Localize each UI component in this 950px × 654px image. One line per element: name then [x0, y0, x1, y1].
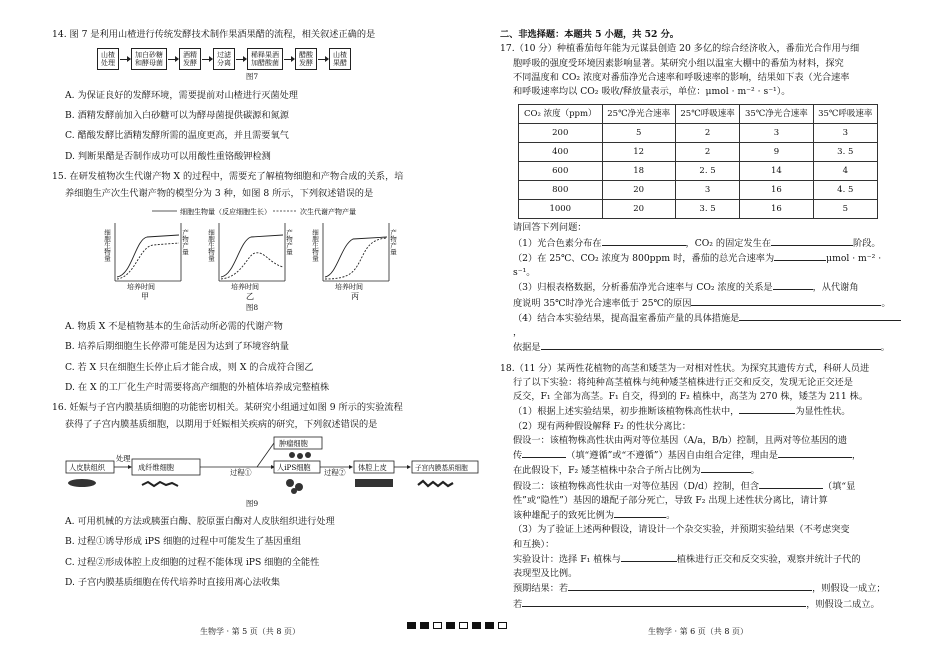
ylabel2-a: 产物产量 — [181, 229, 189, 256]
answer-blank[interactable] — [778, 448, 852, 458]
ylabel-c: 细胞生物量 — [311, 229, 319, 262]
table-cell: 3 — [813, 124, 877, 143]
fig9-flow — [52, 435, 468, 497]
q17-s4b: 依据是 — [513, 342, 541, 354]
q18-p3: 反交，F₁ 全部为高茎。F₁ 自交，得到的 F₂ 植株中，高茎为 270 株，矮茎为 211 株。 — [513, 391, 869, 402]
page-marks — [407, 622, 507, 629]
box-fibroblast: 成纤维细胞 — [138, 462, 174, 472]
table-cell: 3. 5 — [675, 200, 739, 219]
q15-stem-1: 15. 在研发植物次生代谢产物 X 的过程中，需要充了解植物细胞和产物合成的关系，培 — [52, 170, 404, 182]
q17-sub4-cont: 依据是 。 — [513, 342, 890, 354]
flow-arrow — [318, 59, 328, 60]
q18-sub2: （2）现有两种假设解释 F₂ 的性状分离比： — [513, 420, 691, 432]
table-header: 25℃净光合速率 — [602, 105, 675, 124]
q17-table — [518, 104, 878, 219]
epithelium-img — [355, 479, 393, 487]
answer-blank[interactable] — [602, 236, 686, 246]
answer-blank[interactable] — [701, 463, 751, 473]
box-tumor: 肿瘤细胞 — [279, 438, 308, 448]
q18-s1b: 为显性性状。 — [795, 406, 851, 418]
q17-s2a: （2）在 25℃、CO₂ 浓度为 800ppm 时，番茄的总光合速率为 — [513, 252, 775, 264]
question-14 — [52, 28, 452, 164]
footer-left: 生物学 · 第 5 页（共 8 页） — [200, 627, 300, 636]
q17-p2: 胞呼吸的强度受环境因素影响显著。某研究小组以温室大棚中的番茄为材料，探究 — [513, 57, 844, 69]
box-epithelium: 体腔上皮 — [358, 462, 387, 472]
panel-label-a: 甲 — [141, 292, 149, 302]
q14-option-c: C. 醋酸发酵比酒精发酵所需的温度更高，并且需要氧气 — [65, 130, 289, 142]
q18-h2b: （填“显 — [823, 480, 856, 492]
q18-exc: 表现型及比例。 — [513, 568, 578, 579]
fig7-flow — [97, 48, 452, 70]
q18-pr2 — [513, 597, 905, 612]
table-cell: 12 — [602, 143, 675, 162]
flow-arrow — [120, 59, 130, 60]
q18-pr1b: ，则假设一成立； — [812, 583, 886, 595]
q14-option-d: D. 判断果醋是否制作成功可以用酸性重铬酸钾检测 — [65, 150, 271, 162]
table-header: CO₂ 浓度（ppm） — [519, 105, 603, 124]
q15-option-c: C. 若 X 只在细胞生长停止后才能合成，则 X 的合成符合图乙 — [65, 361, 314, 373]
panel-label-c: 丙 — [351, 292, 359, 302]
legend-dash-text: 次生代谢产物产量 — [300, 208, 356, 217]
footer-right: 生物学 · 第 6 页（共 8 页） — [648, 627, 748, 636]
q15-stem-2: 养细胞生产次生代谢产物的模型分为 3 种，如图 8 所示，下列叙述错误的是 — [65, 188, 374, 200]
fig8-panel-c — [311, 223, 397, 301]
table-cell: 9 — [740, 143, 813, 162]
xlabel-c: 培养时间 — [335, 283, 363, 292]
answer-blank[interactable] — [568, 581, 812, 591]
answer-blank[interactable] — [739, 311, 901, 321]
q18-exb: 植株进行正交和反交实验，观察并统计子代的 — [676, 553, 861, 565]
ylabel-b: 细胞生物量 — [207, 229, 215, 262]
flow-step-box: 醋酸 发酵 — [295, 48, 317, 70]
q17-p4: 和呼吸速率均以 CO₂ 吸收/释放量表示，单位：μmol · m⁻² · s⁻¹）。 — [513, 86, 791, 97]
table-cell: 16 — [740, 200, 813, 219]
box-stromal: 子宫内膜基质细胞 — [415, 463, 468, 472]
table-row — [519, 181, 878, 200]
table-cell: 5 — [813, 200, 877, 219]
ylabel2-b: 产物产量 — [285, 229, 293, 256]
flow-arrow — [284, 59, 294, 60]
table-cell: 3 — [740, 124, 813, 143]
q16-option-d: D. 子宫内膜基质细胞在传代培养时直接用离心法收集 — [65, 576, 281, 588]
treat-label: 处理 — [116, 453, 131, 463]
q17-p3: 不同温度和 CO₂ 浓度对番茄净光合速率和呼吸速率的影响，结果如下表（光合速率 — [513, 71, 850, 83]
box-ips: 人iPS细胞 — [277, 462, 311, 472]
q17-s1b: ，CO₂ 的固定发生在 — [685, 237, 772, 249]
q18-pr2a: 若 — [513, 598, 523, 610]
q18-h1b: 传 （填“遵循”或“不遵循”）基因自由组合定律，理由是 ， — [513, 450, 862, 461]
answer-blank[interactable] — [541, 340, 881, 350]
fig9-label: 图9 — [245, 498, 259, 508]
answer-blank[interactable] — [773, 280, 813, 290]
q18-pr1a: 预期结果：若 — [513, 583, 569, 595]
q17-sub4: （4）结合本实验结果，提高温室番茄产量的具体措施是， — [513, 311, 905, 341]
flow-step-box: 过滤 分离 — [213, 48, 235, 70]
table-cell: 20 — [602, 181, 675, 200]
table-cell: 5 — [602, 124, 675, 143]
table-row — [519, 162, 878, 181]
answer-blank[interactable] — [774, 251, 826, 261]
q18-h2d: 该种雄配子的致死比例为 。 — [513, 510, 676, 521]
panel-label-b: 乙 — [246, 292, 254, 302]
table-cell: 2. 5 — [675, 162, 739, 181]
fibroblast-img — [142, 482, 178, 486]
flow-step-box: 稀释果酒 加醋酸菌 — [247, 48, 283, 70]
table-cell: 20 — [602, 200, 675, 219]
q18-h2a-text: 假设二：该植物株高性状由一对等位基因（D/d）控制，但含 — [513, 480, 760, 492]
fig8-label: 图8 — [245, 303, 259, 313]
proc2-label: 过程② — [324, 467, 346, 477]
answer-blank[interactable] — [739, 404, 795, 414]
q17-sub2 — [513, 251, 905, 281]
q18-h1b-text: 传 — [513, 450, 523, 461]
table-cell: 3. 5 — [813, 143, 877, 162]
table-cell: 400 — [519, 143, 603, 162]
flow-arrow — [202, 59, 212, 60]
table-cell: 16 — [740, 181, 813, 200]
q18-pr2b: ，则假设二成立。 — [806, 598, 880, 610]
q14-option-a: A. 为保证良好的发酵环境，需要提前对山楂进行灭菌处理 — [65, 89, 298, 101]
ylabel2-c: 产物产量 — [389, 229, 397, 256]
question-15 — [52, 170, 452, 395]
q17-ask: 请回答下列问题： — [513, 222, 587, 234]
q15-option-a: A. 物质 X 不是植物基本的生命活动所必需的代谢产物 — [65, 321, 283, 333]
table-row — [519, 143, 878, 162]
answer-blank[interactable] — [522, 597, 806, 607]
q17-s3b: ，从代谢角 — [812, 282, 859, 294]
fig8-graphs — [97, 205, 397, 301]
q17-s1c: 阶段。 — [853, 237, 881, 249]
stromal-img — [418, 481, 453, 486]
q16-option-b: B. 过程①诱导形成 iPS 细胞的过程中可能发生了基因重组 — [65, 536, 301, 548]
table-cell: 3 — [675, 181, 739, 200]
table-header: 35℃净光合速率 — [740, 105, 813, 124]
q18-pr1 — [513, 581, 905, 596]
q14-stem: 14. 图 7 是利用山楂进行传统发酵技术制作果酒果醋的流程，相关叙述正确的是 — [52, 29, 376, 40]
q18-s3a: （3）为了验证上述两种假设，请设计一个杂交实验，并预期实验结果（不考虑突变 — [513, 524, 850, 536]
table-row — [519, 200, 878, 219]
table-row — [519, 124, 878, 143]
table-cell: 2 — [675, 143, 739, 162]
q18-p1: 18.（11 分）某两性花植物的高茎和矮茎为一对相对性状。为探究其遗传方式，科研人员进 — [500, 362, 870, 374]
fig7-label: 图7 — [245, 72, 259, 82]
q18-exa: 实验设计：选择 F₁ 植株与 — [513, 553, 621, 565]
q17-s4a: （4）结合本实验结果，提高温室番茄产量的具体措施是 — [513, 312, 740, 324]
question-16 — [52, 401, 468, 590]
q15-option-d: D. 在 X 的工厂化生产时需要将高产细胞的外植体培养成完整植株 — [65, 381, 330, 393]
fig8-panel-b — [207, 223, 293, 301]
q16-option-a: A. 可用机械的方法或胰蛋白酶、胶原蛋白酶对人皮肤组织进行处理 — [65, 516, 335, 528]
table-cell: 2 — [675, 124, 739, 143]
q18-h1d-text: 在此假设下，F₂ 矮茎植株中杂合子所占比例为 — [513, 465, 701, 477]
q18-h2c: 性”或“隐性”）基因的雄配子部分死亡，导致 F₂ 出现上述性状分离比，请计算 — [513, 494, 828, 506]
xlabel-a: 培养时间 — [127, 283, 155, 292]
q18-h2d-text: 该种雄配子的致死比例为 — [513, 510, 615, 521]
answer-blank[interactable] — [759, 479, 823, 489]
table-header: 35℃呼吸速率 — [813, 105, 877, 124]
answer-blank[interactable] — [522, 448, 566, 458]
flow-arrow — [236, 59, 246, 60]
q17-sub3-cont: 度说明 35℃时净光合速率低于 25℃的原因 。 — [513, 297, 891, 309]
xlabel-b: 培养时间 — [231, 283, 259, 292]
flow-step-box: 加白砂糖 和酵母菌 — [131, 48, 167, 70]
table-cell: 600 — [519, 162, 603, 181]
q16-stem-2: 获得了子宫内膜基质细胞，以期用于妊娠相关疾病的研究，下列叙述错误的是 — [65, 419, 378, 431]
table-cell: 14 — [740, 162, 813, 181]
q17-p1: 17.（10 分）种植番茄每年能为元谋县创造 20 多亿的综合经济收入，番茄光合作用与细 — [500, 43, 860, 55]
section-title: 二、非选择题：本题共 5 小题，共 52 分。 — [500, 29, 679, 40]
q18-h1a: 假设一：该植物株高性状由两对等位基因（A/a，B/b）控制，且两对等位基因的遗 — [513, 434, 848, 446]
answer-blank[interactable] — [621, 552, 677, 562]
q18-h1c: （填“遵循”或“不遵循”）基因自由组合定律，理由是 — [566, 450, 778, 461]
flow-step-box: 山楂 处理 — [97, 48, 119, 70]
q17-s2b: μmol · m⁻² · s⁻¹。 — [513, 252, 882, 278]
q18-exp — [513, 552, 905, 567]
flow-arrow — [168, 59, 178, 60]
q17-s1a: （1）光合色素分布在 — [513, 237, 602, 249]
q15-option-b: B. 培养后期细胞生长停滞可能是因为达到了环境容纳量 — [65, 341, 289, 353]
flow-step-box: 山楂 果醋 — [329, 48, 351, 70]
q17-sub1 — [513, 236, 905, 251]
left-column — [52, 28, 468, 590]
box-skin: 人皮肤组织 — [69, 462, 105, 472]
table-cell: 4. 5 — [813, 181, 877, 200]
q18-sub1 — [513, 404, 905, 419]
q17-sub3 — [513, 280, 905, 295]
table-cell: 1000 — [519, 200, 603, 219]
q14-option-b: B. 酒精发酵前加入白砂糖可以为酵母菌提供碳源和氮源 — [65, 110, 289, 122]
proc1-label: 过程① — [230, 467, 252, 477]
table-cell: 4 — [813, 162, 877, 181]
q16-option-c: C. 过程②形成体腔上皮细胞的过程不能体现 iPS 细胞的全能性 — [65, 556, 320, 568]
table-cell: 18 — [602, 162, 675, 181]
question-18 — [500, 362, 905, 612]
q18-p2: 行了以下实验：将纯种高茎植株与纯种矮茎植株进行正交和反交，发现无论正交还是 — [513, 376, 853, 388]
table-cell: 800 — [519, 181, 603, 200]
q17-s3a: （3）归根表格数据，分析番茄净光合速率与 CO₂ 浓度的关系是 — [513, 282, 773, 294]
skin-tissue-img — [68, 479, 96, 487]
table-cell: 200 — [519, 124, 603, 143]
q18-s1a: （1）根据上述实验结果，初步推断该植物株高性状中， — [513, 406, 740, 418]
q18-h2a — [513, 479, 905, 494]
table-header: 25℃呼吸速率 — [675, 105, 739, 124]
q17-s3c: 度说明 35℃时净光合速率低于 25℃的原因 — [513, 297, 692, 309]
answer-blank[interactable] — [771, 236, 853, 246]
flow-step-box: 酒精 发酵 — [179, 48, 201, 70]
q16-stem-1: 16. 妊娠与子宫内膜基质细胞的功能密切相关。某研究小组通过如图 9 所示的实验流程 — [52, 402, 403, 414]
ylabel-a: 细胞生物量 — [103, 229, 111, 262]
question-17 — [500, 42, 905, 355]
legend-solid-text: 细胞生物量（反应细胞生长） — [180, 208, 271, 217]
answer-blank[interactable] — [691, 296, 881, 306]
q18-s3b: 和互换）： — [513, 538, 555, 550]
answer-blank[interactable] — [614, 508, 666, 518]
fig8-panel-a — [103, 223, 189, 301]
right-column — [500, 28, 905, 612]
q18-h1d: 在此假设下，F₂ 矮茎植株中杂合子所占比例为 。 — [513, 465, 760, 477]
